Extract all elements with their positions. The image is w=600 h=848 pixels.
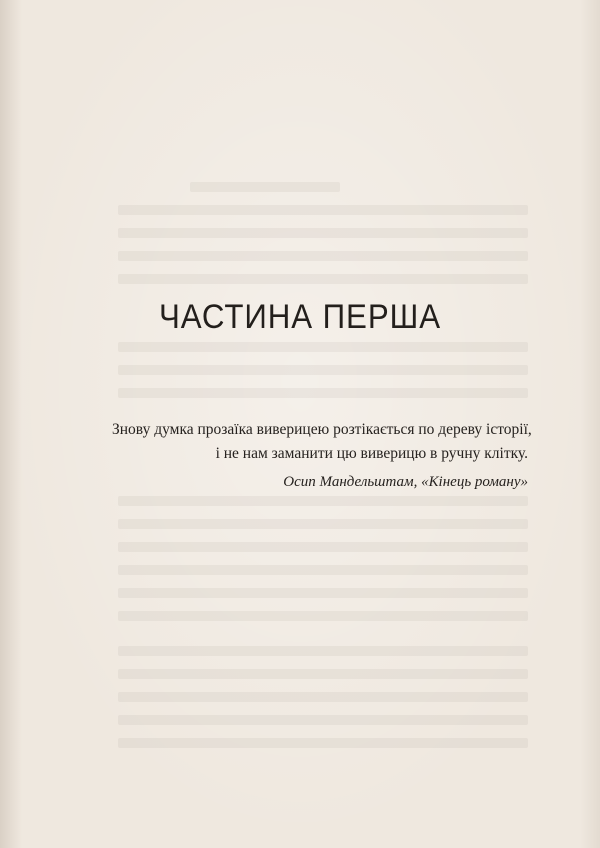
show-through-line — [118, 738, 528, 748]
show-through-line — [118, 342, 528, 352]
show-through-line — [118, 388, 528, 398]
show-through-line — [118, 542, 528, 552]
show-through-line — [118, 519, 528, 529]
part-heading: ЧАСТИНА ПЕРША — [158, 298, 442, 336]
show-through-line — [118, 496, 528, 506]
show-through-line — [118, 365, 528, 375]
show-through-line — [118, 646, 528, 656]
epigraph-line-1: Знову думка прозаїка виверицею розтікається по дереву історії, — [112, 421, 532, 438]
epigraph-line-2: і не нам заманити цю виверицю в ручну клітку. — [215, 445, 528, 462]
show-through-line — [118, 565, 528, 575]
show-through-line — [118, 588, 528, 598]
show-through-line — [118, 669, 528, 679]
show-through-line — [118, 715, 528, 725]
epigraph-attribution: Осип Мандельштам, «Кінець роману» — [283, 474, 528, 490]
show-through-line — [118, 228, 528, 238]
show-through-line — [118, 205, 528, 215]
show-through-line — [118, 251, 528, 261]
show-through-line — [118, 692, 528, 702]
epigraph — [112, 418, 532, 494]
show-through-line — [118, 274, 528, 284]
show-through-line — [190, 182, 340, 192]
show-through-line — [118, 611, 528, 621]
